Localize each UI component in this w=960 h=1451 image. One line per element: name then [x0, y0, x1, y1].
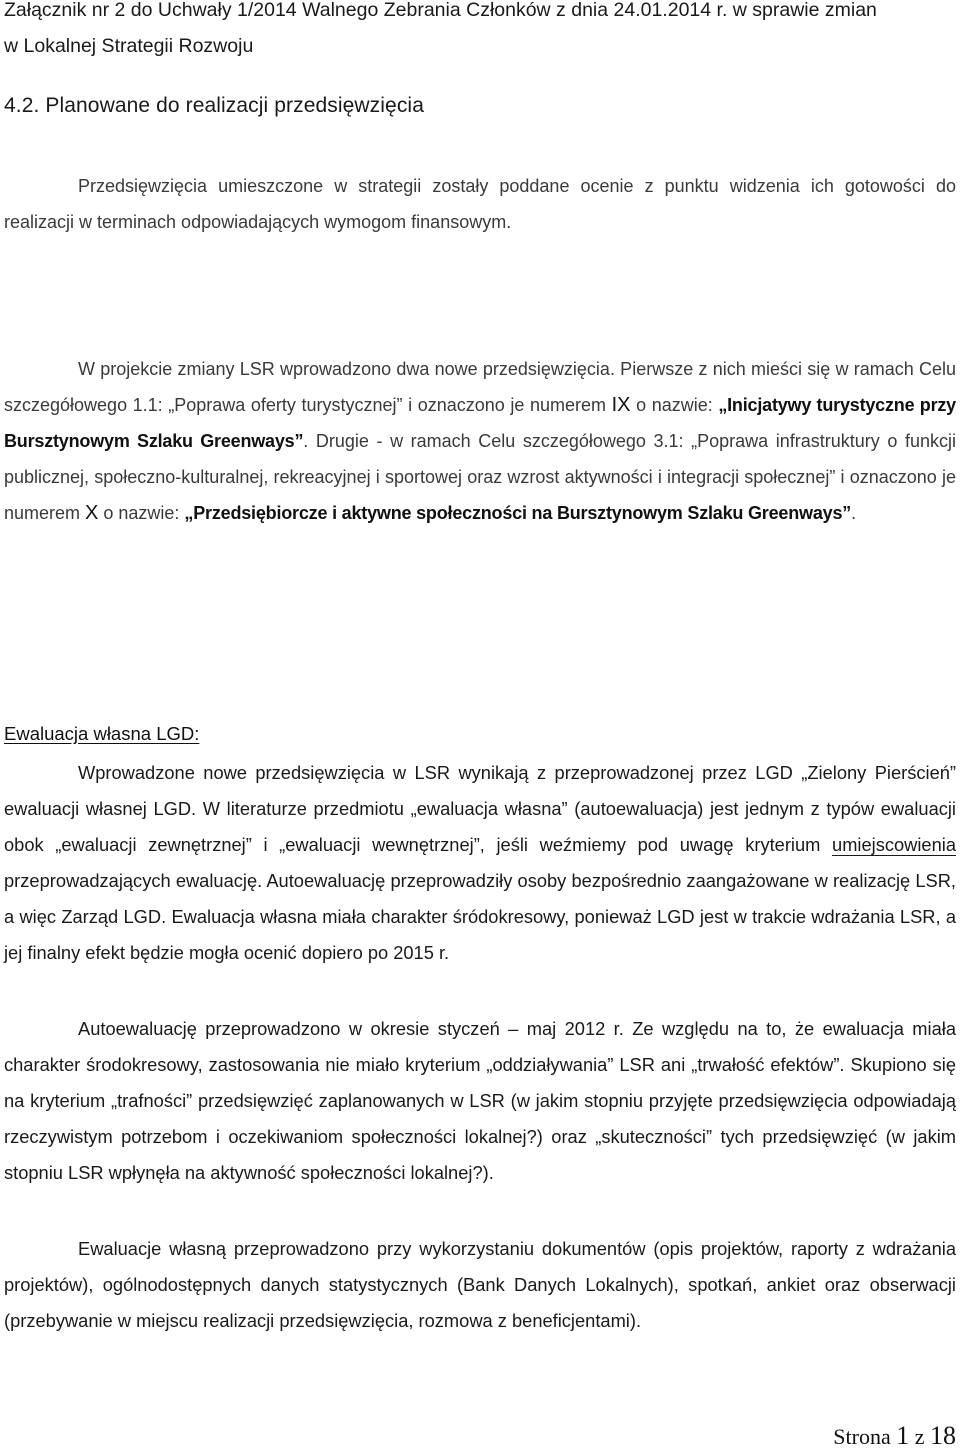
- page-of-label: z: [914, 1424, 925, 1449]
- paragraph-4: [4, 1011, 956, 1191]
- paragraph-3-text-a: Wprowadzone nowe przedsięwzięcia w LSR wynikają z przeprowadzonej przez LGD „Zielony Pierścień” ewaluacji własnej LGD. W literaturze przedmiotu „ewaluacja własna” (autoewaluacja) jest jednym z typów ewaluacji obok „ewaluacji zewnętrznej” i „ewaluacji wewnętrznej”, jeśli weźmiemy pod uwagę kryterium: [4, 762, 956, 855]
- page-number: [833, 1421, 956, 1451]
- measure-name-ix: „Inicjatywy turystyczne przy Bursztynowym Szlaku Greenways”: [4, 395, 956, 451]
- paragraph-5-text: Ewaluacje własną przeprowadzono przy wykorzystaniu dokumentów (opis projektów, raporty z wdrażania projektów), ogólnodostępnych danych statystycznych (Bank Danych Lokalnych), spotkań, ankiet oraz obserwacji (przebywanie w miejscu realizacji przedsięwzięcia, rozmowa z beneficjentami).: [4, 1238, 956, 1331]
- paragraph-5: [4, 1231, 956, 1339]
- section-heading-number: 4.2.: [4, 94, 40, 117]
- current-page: 1: [896, 1421, 910, 1450]
- measure-number-x: X: [85, 502, 99, 524]
- paragraph-2-text-a: W projekcie zmiany LSR wprowadzono dwa nowe przedsięwzięcia. Pierwsze z nich mieści się w ramach Celu szczegółowego 1.1: „Poprawa oferty turystycznej” i oznaczono je numerem: [4, 359, 956, 415]
- section-title-evaluation: Ewaluacja własna LGD:: [4, 723, 200, 744]
- document-header-line-2: w Lokalnej Strategii Rozwoju: [4, 35, 254, 57]
- section-heading-title: Planowane do realizacji przedsięwzięcia: [45, 94, 424, 117]
- paragraph-3: [4, 755, 956, 971]
- paragraph-2-text-b: . Drugie - w ramach Celu szczegółowego 3.1: „Poprawa infrastruktury o funkcji publicznej, społeczno-kulturalnej, rekreacyjnej i sportowej oraz wzrost aktywności i integracji społecznej” i oznaczono je numerem: [4, 431, 956, 523]
- page-label: Strona: [833, 1424, 891, 1449]
- document-header-line-1: Załącznik nr 2 do Uchwały 1/2014 Walnego Zebrania Członków z dnia 24.01.2014 r. w sprawie zmian: [4, 0, 877, 21]
- paragraph-1: [4, 168, 956, 240]
- paragraph-1-text: Przedsięwzięcia umieszczone w strategii zostały poddane ocenie z punktu widzenia ich gotowości do realizacji w terminach odpowiadających wymogom finansowym.: [4, 176, 956, 232]
- paragraph-2: W projekcie zmiany LSR wprowadzono dwa nowe przedsięwzięcia. Pierwsze z nich mieści się w ramach Celu szczegółowego 1.1: „Poprawa oferty turystycznej” i oznaczono je numerem IX o nazwie: „Inicjatywy turystyczne przy Bursztynowym Szlaku Greenways”. Drugie - w ramach Celu szczegółowego 3.1: „Poprawa infrastruktury o funkcji publicznej, społeczno-kulturalnej, rekreacyjnej i sportowej oraz wzrost aktywności i integracji społecznej” i oznaczono je numerem X o nazwie: „Przedsiębiorcze i aktywne społeczności na Bursztynowym Szlaku Greenways”.: [4, 359, 956, 524]
- underlined-term: umiejscowienia: [832, 834, 956, 855]
- measure-name-x: „Przedsiębiorcze i aktywne społeczności na Bursztynowym Szlaku Greenways”: [184, 503, 852, 523]
- paragraph-4-text: Autoewaluację przeprowadzono w okresie styczeń – maj 2012 r. Ze względu na to, że ewaluacja miała charakter środokresowy, zastosowania nie miało kryterium „oddziaływania” LSR ani „trwałość efektów”. Skupiono się na kryterium „trafności” przedsięwzięć zaplanowanych w LSR (w jakim stopniu przyjęte przedsięwzięcia odpowiadają rzeczywistym potrzebom i oczekiwaniom społeczności lokalnej?) oraz „skuteczności” tych przedsięwzięć (w jakim stopniu LSR wpłynęła na aktywność społeczności lokalnej?).: [4, 1018, 956, 1183]
- measure-number-ix: IX: [611, 394, 631, 416]
- section-heading: [4, 94, 424, 118]
- paragraph-3-text-b: przeprowadzających ewaluację. Autoewaluację przeprowadziły osoby bezpośrednio zaangażowane w realizację LSR, a więc Zarząd LGD. Ewaluacja własna miała charakter śródokresowy, ponieważ LGD jest w trakcie wdrażania LSR, a jej finalny efekt będzie mogła ocenić dopiero po 2015 r.: [4, 870, 956, 963]
- total-pages: 18: [930, 1421, 956, 1450]
